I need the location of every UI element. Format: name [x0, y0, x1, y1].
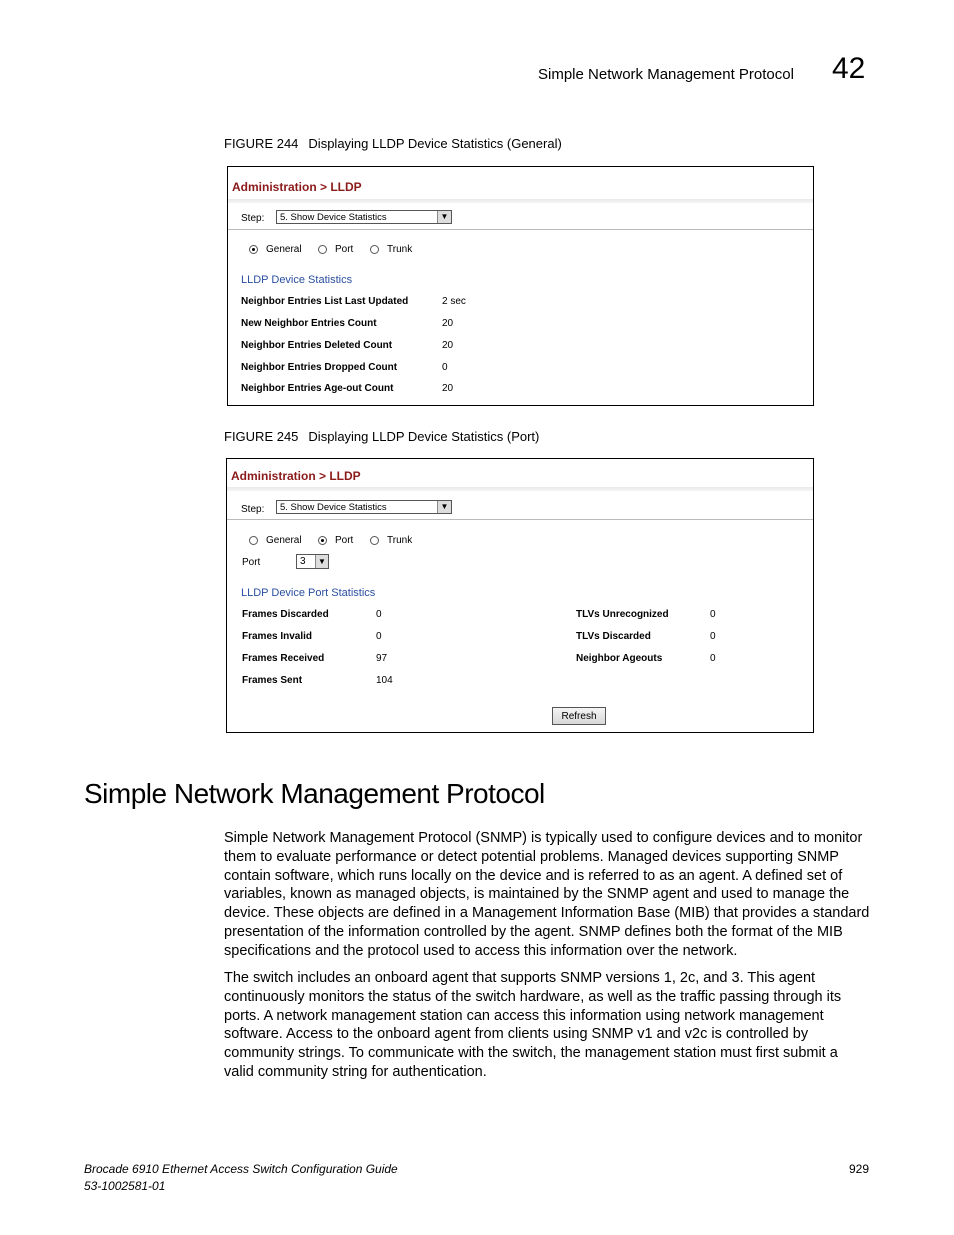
- breadcrumb: Administration > LLDP: [232, 180, 362, 194]
- stat-value: 104: [376, 675, 393, 686]
- divider-bar: [227, 487, 813, 491]
- stat-value: 20: [442, 318, 454, 329]
- figure-caption-text: Displaying LLDP Device Statistics (Port): [308, 429, 540, 444]
- section-heading: Simple Network Management Protocol: [84, 778, 545, 809]
- chapter-number: 42: [832, 52, 866, 85]
- stat-value: 0: [442, 362, 448, 373]
- footer-doc-title: Brocade 6910 Ethernet Access Switch Configuration Guide: [84, 1162, 398, 1176]
- port-select-value: 3: [300, 556, 306, 567]
- refresh-button[interactable]: Refresh: [552, 707, 606, 725]
- running-header-title: Simple Network Management Protocol: [538, 66, 794, 83]
- chevron-down-icon[interactable]: ▼: [315, 555, 328, 568]
- stat-label: Frames Received: [242, 653, 325, 664]
- radio-unchecked-icon[interactable]: [370, 536, 379, 545]
- stat-value: 0: [376, 631, 382, 642]
- radio-label: General: [266, 535, 302, 546]
- stat-value: 0: [710, 631, 716, 642]
- stat-label: Neighbor Entries Deleted Count: [241, 340, 393, 351]
- divider-bar: [228, 199, 813, 203]
- stat-value: 2 sec: [442, 296, 466, 307]
- footer-page-number: 929: [849, 1162, 870, 1176]
- stat-label: Frames Discarded: [242, 609, 329, 620]
- radio-unchecked-icon[interactable]: [370, 245, 379, 254]
- radio-label: Port: [335, 244, 354, 255]
- paragraph: Simple Network Management Protocol (SNMP) is typically used to configure devices and to monitor them to evaluate performance or detect potential problems. Managed devices supporting SNMP contain software, which runs locally on the device and is referred to as an agent. A defined set of variables, known as managed objects, is maintained by the SNMP agent and used to manage the device. These objects are defined in a Management Information Base (MIB) that provides a standard presentation of the information controlled by the agent. SNMP defines both the format of the MIB specifications and the protocol used to access this information over the network.: [224, 830, 870, 959]
- stat-label: TLVs Unrecognized: [576, 609, 669, 620]
- figure-244-caption: [224, 136, 562, 151]
- stat-value: 97: [376, 653, 388, 664]
- stat-label: Neighbor Entries Age-out Count: [241, 383, 394, 394]
- footer-doc-number: 53-1002581-01: [84, 1179, 166, 1193]
- radio-general[interactable]: [249, 244, 302, 255]
- stat-label: Neighbor Entries List Last Updated: [241, 296, 409, 307]
- figure-caption-text: Displaying LLDP Device Statistics (General): [308, 136, 562, 151]
- radio-unchecked-icon[interactable]: [249, 536, 258, 545]
- breadcrumb: Administration > LLDP: [231, 469, 361, 483]
- step-label: Step:: [241, 504, 265, 515]
- radio-port[interactable]: [318, 244, 353, 255]
- radio-general[interactable]: [249, 535, 302, 546]
- lldp-general-panel: [227, 166, 814, 406]
- figure-label: FIGURE 245: [224, 429, 299, 444]
- stat-label: Neighbor Ageouts: [576, 653, 663, 664]
- step-select[interactable]: [276, 210, 452, 224]
- stat-label: New Neighbor Entries Count: [241, 318, 377, 329]
- section-title: LLDP Device Port Statistics: [241, 587, 376, 599]
- radio-port[interactable]: [318, 535, 353, 546]
- stat-value: 0: [710, 653, 716, 664]
- step-select-value: 5. Show Device Statistics: [280, 502, 387, 513]
- step-select-value: 5. Show Device Statistics: [280, 212, 387, 223]
- radio-unchecked-icon[interactable]: [318, 245, 327, 254]
- radio-label: Trunk: [387, 244, 413, 255]
- stat-value: 20: [442, 383, 454, 394]
- stat-label: TLVs Discarded: [576, 631, 651, 642]
- step-select[interactable]: [276, 500, 452, 514]
- port-select[interactable]: [296, 554, 329, 569]
- paragraph: The switch includes an onboard agent that supports SNMP versions 1, 2c, and 3. This agent continuously monitors the status of the switch hardware, as well as the traffic passing through its ports. A network management station can access this information using network management software. Access to the onboard agent from clients using SNMP v1 and v2c is controlled by community strings. To communicate with the switch, the management station must first submit a valid community string for authentication.: [224, 970, 842, 1080]
- chevron-down-icon[interactable]: ▼: [437, 211, 451, 223]
- port-label: Port: [242, 557, 261, 568]
- stat-label: Frames Invalid: [242, 631, 313, 642]
- radio-label: General: [266, 244, 302, 255]
- radio-trunk[interactable]: [370, 244, 412, 255]
- figure-245-caption: [224, 429, 539, 444]
- separator: [227, 519, 813, 520]
- stat-value: 0: [710, 609, 716, 620]
- radio-checked-icon[interactable]: [318, 536, 327, 545]
- stat-value: 0: [376, 609, 382, 620]
- radio-checked-icon[interactable]: [249, 245, 258, 254]
- stat-value: 20: [442, 340, 454, 351]
- radio-label: Port: [335, 535, 354, 546]
- stat-label: Frames Sent: [242, 675, 303, 686]
- section-title: LLDP Device Statistics: [241, 274, 353, 286]
- radio-trunk[interactable]: [370, 535, 412, 546]
- figure-label: FIGURE 244: [224, 136, 299, 151]
- step-label: Step:: [241, 213, 265, 224]
- stat-label: Neighbor Entries Dropped Count: [241, 362, 398, 373]
- radio-label: Trunk: [387, 535, 413, 546]
- separator: [228, 229, 813, 230]
- chevron-down-icon[interactable]: ▼: [437, 501, 451, 513]
- lldp-port-panel: [226, 458, 814, 733]
